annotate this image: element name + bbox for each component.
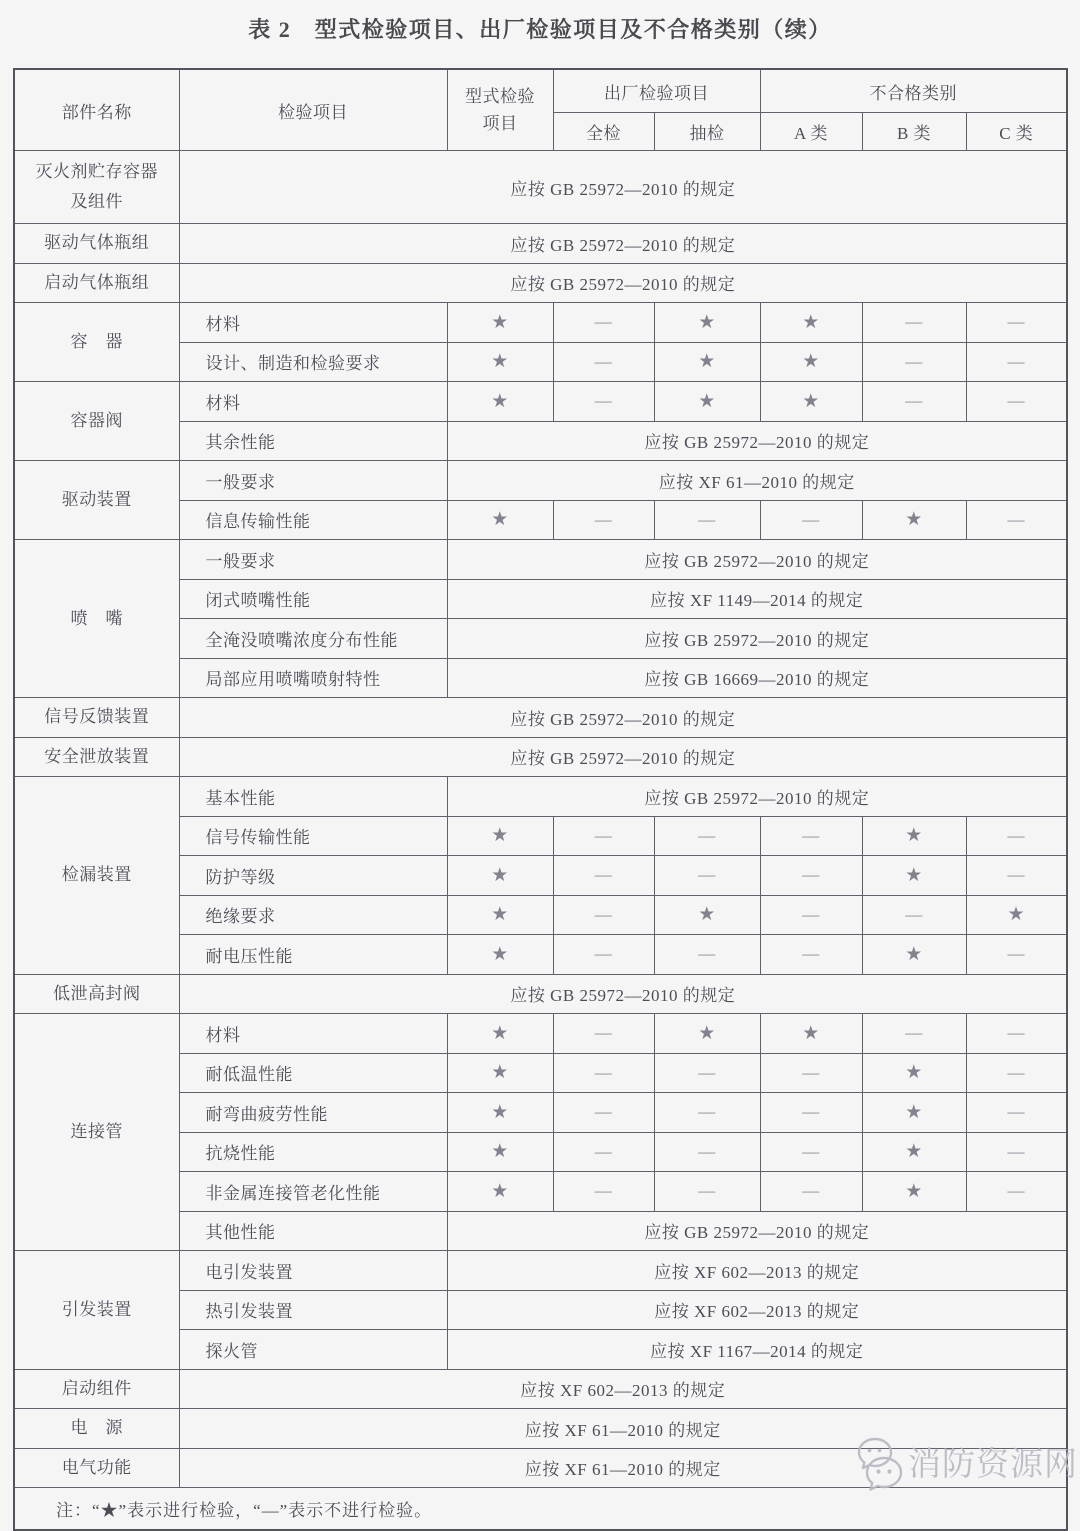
table-row bbox=[14, 698, 1067, 738]
dash-mark: — bbox=[966, 500, 1067, 540]
part-name-cell bbox=[14, 1014, 179, 1251]
star-mark: ★ bbox=[654, 303, 760, 343]
standard-reference-cell: 应按 GB 25972—2010 的规定 bbox=[447, 619, 1067, 659]
table-footer bbox=[14, 1488, 1067, 1531]
star-mark: ★ bbox=[654, 1014, 760, 1054]
standard-reference-cell: 应按 XF 1167—2014 的规定 bbox=[447, 1330, 1067, 1370]
dash-mark: — bbox=[966, 1053, 1067, 1093]
star-mark: ★ bbox=[447, 935, 553, 975]
inspection-item-cell: 耐低温性能 bbox=[179, 1053, 447, 1093]
inspection-item-cell: 一般要求 bbox=[179, 461, 447, 501]
header-class-b: B 类 bbox=[862, 113, 966, 151]
part-name-cell bbox=[14, 737, 179, 777]
star-mark: ★ bbox=[447, 1172, 553, 1212]
header-sampling-check: 抽检 bbox=[654, 113, 760, 151]
part-name-cell bbox=[14, 224, 179, 264]
inspection-item-cell: 非金属连接管老化性能 bbox=[179, 1172, 447, 1212]
star-mark: ★ bbox=[862, 935, 966, 975]
inspection-item-cell: 抗烧性能 bbox=[179, 1132, 447, 1172]
inspection-item-cell: 耐电压性能 bbox=[179, 935, 447, 975]
table-row bbox=[14, 263, 1067, 303]
inspection-item-cell: 防护等级 bbox=[179, 856, 447, 896]
part-name-label: 容器阀 bbox=[70, 411, 123, 430]
standard-reference-cell: 应按 XF 1149—2014 的规定 bbox=[447, 579, 1067, 619]
star-mark: ★ bbox=[862, 500, 966, 540]
dash-mark: — bbox=[966, 856, 1067, 896]
part-name-label: 容 器 bbox=[70, 332, 123, 351]
dash-mark: — bbox=[760, 856, 862, 896]
dash-mark: — bbox=[966, 303, 1067, 343]
part-name-cell bbox=[14, 382, 179, 461]
dash-mark: — bbox=[654, 935, 760, 975]
page-title: 表 2 型式检验项目、出厂检验项目及不合格类别（续） bbox=[248, 17, 832, 42]
dash-mark: — bbox=[654, 1093, 760, 1133]
dash-mark: — bbox=[966, 382, 1067, 422]
dash-mark: — bbox=[760, 1172, 862, 1212]
standard-reference-cell: 应按 GB 25972—2010 的规定 bbox=[179, 224, 1067, 264]
dash-mark: — bbox=[654, 1132, 760, 1172]
dash-mark: — bbox=[862, 895, 966, 935]
part-name-label: 灭火剂贮存容器及组件 bbox=[35, 162, 158, 211]
header-type-inspection-label: 型式检验项目 bbox=[465, 87, 535, 133]
part-name-label: 启动组件 bbox=[61, 1378, 132, 1398]
standard-reference-cell: 应按 XF 61—2010 的规定 bbox=[179, 1448, 1067, 1488]
header-class-a: A 类 bbox=[760, 113, 862, 151]
standard-reference-cell: 应按 GB 25972—2010 的规定 bbox=[447, 421, 1067, 461]
part-name-label: 喷 嘴 bbox=[70, 608, 123, 628]
header-row-1 bbox=[14, 69, 1067, 113]
star-mark: ★ bbox=[862, 856, 966, 896]
star-mark: ★ bbox=[966, 895, 1067, 935]
dash-mark: — bbox=[553, 303, 654, 343]
standard-reference-cell: 应按 GB 25972—2010 的规定 bbox=[447, 540, 1067, 580]
standard-reference-cell: 应按 GB 25972—2010 的规定 bbox=[179, 151, 1067, 224]
dash-mark: — bbox=[654, 1172, 760, 1212]
inspection-item-cell: 绝缘要求 bbox=[179, 895, 447, 935]
part-name-cell bbox=[14, 1409, 179, 1449]
inspection-table bbox=[13, 68, 1068, 1531]
standard-reference-cell: 应按 XF 602—2013 的规定 bbox=[447, 1290, 1067, 1330]
standard-reference-cell: 应按 XF 602—2013 的规定 bbox=[179, 1369, 1067, 1409]
star-mark: ★ bbox=[862, 1053, 966, 1093]
dash-mark: — bbox=[966, 1093, 1067, 1133]
dash-mark: — bbox=[654, 816, 760, 856]
dash-mark: — bbox=[966, 935, 1067, 975]
table-row bbox=[14, 737, 1067, 777]
dash-mark: — bbox=[553, 342, 654, 382]
dash-mark: — bbox=[966, 342, 1067, 382]
star-mark: ★ bbox=[760, 303, 862, 343]
part-name-label: 引发装置 bbox=[61, 1299, 132, 1319]
inspection-item-cell: 其余性能 bbox=[179, 421, 447, 461]
dash-mark: — bbox=[654, 1053, 760, 1093]
table-row bbox=[14, 540, 1067, 580]
part-name-cell bbox=[14, 1251, 179, 1370]
dash-mark: — bbox=[553, 1132, 654, 1172]
part-name-cell bbox=[14, 1448, 179, 1488]
table-row bbox=[14, 974, 1067, 1014]
dash-mark: — bbox=[553, 935, 654, 975]
part-name-cell bbox=[14, 777, 179, 975]
part-name-cell bbox=[14, 698, 179, 738]
dash-mark: — bbox=[760, 1093, 862, 1133]
star-mark: ★ bbox=[447, 1053, 553, 1093]
inspection-item-cell: 基本性能 bbox=[179, 777, 447, 817]
dash-mark: — bbox=[862, 382, 966, 422]
star-mark: ★ bbox=[447, 856, 553, 896]
part-name-cell bbox=[14, 303, 179, 382]
part-name-label: 安全泄放装置 bbox=[44, 746, 150, 766]
dash-mark: — bbox=[553, 895, 654, 935]
inspection-item-cell: 耐弯曲疲劳性能 bbox=[179, 1093, 447, 1133]
inspection-item-cell: 信号传输性能 bbox=[179, 816, 447, 856]
header-full-check: 全检 bbox=[553, 113, 654, 151]
table-row bbox=[14, 1369, 1067, 1409]
part-name-cell bbox=[14, 263, 179, 303]
header-type-inspection bbox=[447, 69, 553, 151]
standard-reference-cell: 应按 XF 61—2010 的规定 bbox=[179, 1409, 1067, 1449]
part-name-label: 连接管 bbox=[70, 1122, 123, 1141]
star-mark: ★ bbox=[447, 500, 553, 540]
inspection-item-cell: 其他性能 bbox=[179, 1211, 447, 1251]
star-mark: ★ bbox=[862, 816, 966, 856]
star-mark: ★ bbox=[447, 1132, 553, 1172]
inspection-item-cell: 材料 bbox=[179, 1014, 447, 1054]
part-name-label: 信号反馈装置 bbox=[44, 707, 150, 727]
standard-reference-cell: 应按 XF 61—2010 的规定 bbox=[447, 461, 1067, 501]
standard-reference-cell: 应按 GB 25972—2010 的规定 bbox=[179, 263, 1067, 303]
dash-mark: — bbox=[760, 1053, 862, 1093]
table-row bbox=[14, 382, 1067, 422]
dash-mark: — bbox=[862, 1014, 966, 1054]
table-body bbox=[14, 151, 1067, 1488]
dash-mark: — bbox=[553, 1172, 654, 1212]
part-name-cell bbox=[14, 974, 179, 1014]
standard-reference-cell: 应按 GB 25972—2010 的规定 bbox=[447, 777, 1067, 817]
table-row bbox=[14, 1251, 1067, 1291]
table-row bbox=[14, 1409, 1067, 1449]
standard-reference-cell: 应按 GB 25972—2010 的规定 bbox=[179, 974, 1067, 1014]
inspection-item-cell: 局部应用喷嘴喷射特性 bbox=[179, 658, 447, 698]
star-mark: ★ bbox=[654, 342, 760, 382]
part-name-label: 电气功能 bbox=[61, 1457, 132, 1477]
star-mark: ★ bbox=[654, 895, 760, 935]
dash-mark: — bbox=[760, 935, 862, 975]
star-mark: ★ bbox=[447, 1014, 553, 1054]
dash-mark: — bbox=[553, 1053, 654, 1093]
dash-mark: — bbox=[862, 303, 966, 343]
star-mark: ★ bbox=[447, 382, 553, 422]
table-row bbox=[14, 1014, 1067, 1054]
header-class-c: C 类 bbox=[966, 113, 1067, 151]
part-name-label: 低泄高封阀 bbox=[53, 983, 141, 1003]
dash-mark: — bbox=[553, 500, 654, 540]
inspection-item-cell: 信息传输性能 bbox=[179, 500, 447, 540]
dash-mark: — bbox=[760, 500, 862, 540]
note-row bbox=[14, 1488, 1067, 1531]
table-row bbox=[14, 461, 1067, 501]
part-name-label: 驱动气体瓶组 bbox=[44, 233, 150, 253]
part-name-label: 电 源 bbox=[70, 1418, 123, 1438]
header-inspection-item: 检验项目 bbox=[179, 69, 447, 151]
table-header bbox=[14, 69, 1067, 151]
header-nonconformity-category: 不合格类别 bbox=[760, 69, 1067, 113]
table-row bbox=[14, 224, 1067, 264]
star-mark: ★ bbox=[447, 342, 553, 382]
star-mark: ★ bbox=[760, 382, 862, 422]
table-note: 注：“★”表示进行检验，“—”表示不进行检验。 bbox=[14, 1488, 1067, 1531]
standard-reference-cell: 应按 XF 602—2013 的规定 bbox=[447, 1251, 1067, 1291]
star-mark: ★ bbox=[862, 1172, 966, 1212]
part-name-label: 驱动装置 bbox=[61, 490, 132, 509]
inspection-item-cell: 一般要求 bbox=[179, 540, 447, 580]
dash-mark: — bbox=[553, 1093, 654, 1133]
inspection-item-cell: 设计、制造和检验要求 bbox=[179, 342, 447, 382]
dash-mark: — bbox=[966, 1132, 1067, 1172]
star-mark: ★ bbox=[447, 1093, 553, 1133]
dash-mark: — bbox=[966, 1014, 1067, 1054]
dash-mark: — bbox=[553, 816, 654, 856]
star-mark: ★ bbox=[654, 382, 760, 422]
inspection-item-cell: 材料 bbox=[179, 382, 447, 422]
inspection-item-cell: 探火管 bbox=[179, 1330, 447, 1370]
header-part-name: 部件名称 bbox=[14, 69, 179, 151]
part-name-label: 检漏装置 bbox=[61, 865, 132, 885]
part-name-cell bbox=[14, 461, 179, 540]
dash-mark: — bbox=[654, 500, 760, 540]
table-row bbox=[14, 1448, 1067, 1488]
star-mark: ★ bbox=[447, 895, 553, 935]
star-mark: ★ bbox=[447, 816, 553, 856]
inspection-item-cell: 闭式喷嘴性能 bbox=[179, 579, 447, 619]
star-mark: ★ bbox=[760, 342, 862, 382]
dash-mark: — bbox=[553, 856, 654, 896]
inspection-item-cell: 电引发装置 bbox=[179, 1251, 447, 1291]
dash-mark: — bbox=[966, 1172, 1067, 1212]
table-row bbox=[14, 303, 1067, 343]
standard-reference-cell: 应按 GB 25972—2010 的规定 bbox=[447, 1211, 1067, 1251]
dash-mark: — bbox=[654, 856, 760, 896]
dash-mark: — bbox=[760, 1132, 862, 1172]
dash-mark: — bbox=[760, 816, 862, 856]
standard-reference-cell: 应按 GB 16669—2010 的规定 bbox=[447, 658, 1067, 698]
header-factory-inspection: 出厂检验项目 bbox=[553, 69, 760, 113]
dash-mark: — bbox=[862, 342, 966, 382]
inspection-item-cell: 热引发装置 bbox=[179, 1290, 447, 1330]
star-mark: ★ bbox=[862, 1132, 966, 1172]
part-name-cell bbox=[14, 540, 179, 698]
watermark-text: 消防资源网 bbox=[908, 1446, 1078, 1483]
part-name-label: 启动气体瓶组 bbox=[44, 272, 150, 292]
dash-mark: — bbox=[760, 895, 862, 935]
table-row bbox=[14, 151, 1067, 224]
table-row bbox=[14, 777, 1067, 817]
star-mark: ★ bbox=[447, 303, 553, 343]
inspection-item-cell: 全淹没喷嘴浓度分布性能 bbox=[179, 619, 447, 659]
dash-mark: — bbox=[553, 1014, 654, 1054]
star-mark: ★ bbox=[862, 1093, 966, 1133]
standard-reference-cell: 应按 GB 25972—2010 的规定 bbox=[179, 698, 1067, 738]
part-name-cell bbox=[14, 1369, 179, 1409]
dash-mark: — bbox=[966, 816, 1067, 856]
inspection-item-cell: 材料 bbox=[179, 303, 447, 343]
star-mark: ★ bbox=[760, 1014, 862, 1054]
dash-mark: — bbox=[553, 382, 654, 422]
part-name-cell bbox=[14, 151, 179, 224]
standard-reference-cell: 应按 GB 25972—2010 的规定 bbox=[179, 737, 1067, 777]
